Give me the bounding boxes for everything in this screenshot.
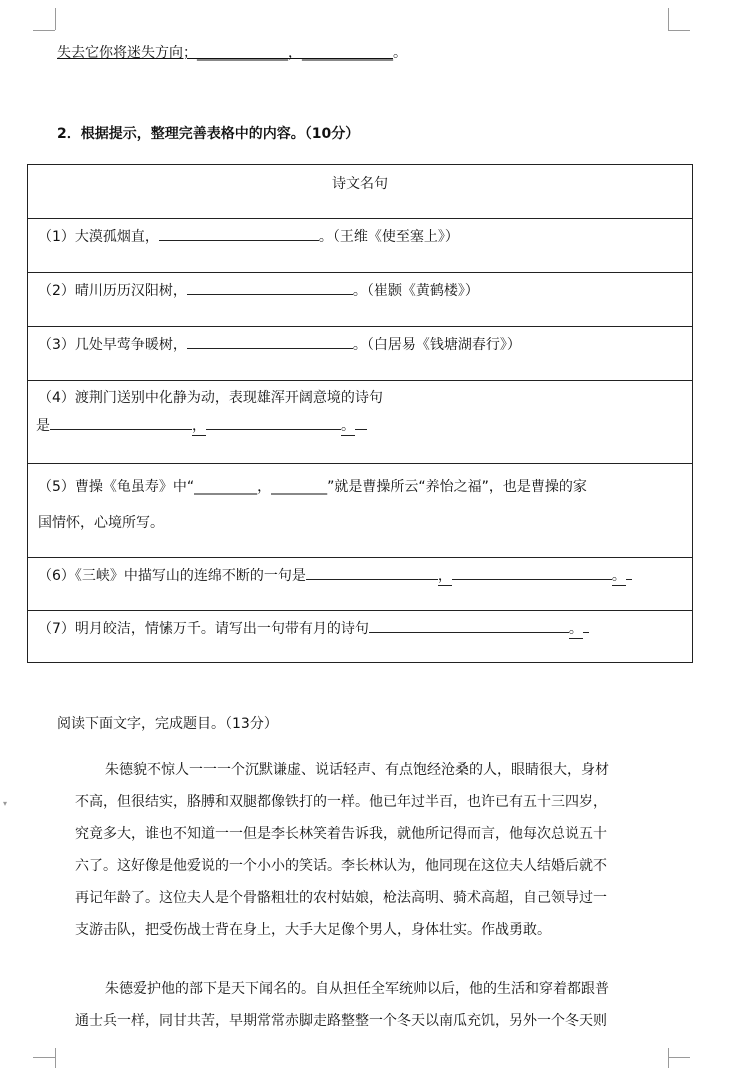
table-header: 诗文名句	[332, 176, 388, 192]
reading-paragraph-2	[75, 973, 667, 1037]
answer-blank-2[interactable]: _____________	[302, 45, 393, 61]
row-5-prompt-cont: ”就是曹操所云“养怡之福”，也是曹操的家	[327, 479, 587, 495]
paragraph-line: 朱德貌不惊人一一一个沉默谦虚、说话轻声、有点饱经沧桑的人，眼睛很大，身材	[105, 762, 609, 778]
table-row	[28, 272, 692, 326]
row-6-answer-blank-2[interactable]	[452, 565, 612, 580]
row-4-answer-blank-1[interactable]	[50, 415, 192, 430]
row-4-answer-blank-2[interactable]	[206, 415, 341, 430]
table-header-row	[28, 165, 692, 218]
table-row	[28, 610, 692, 662]
row-2-prompt: （2）晴川历历汉阳树，	[38, 283, 187, 299]
row-5-separator: ，	[257, 479, 272, 495]
table-row	[28, 218, 692, 272]
row-5-prompt: （5）曹操《龟虽寿》中“	[38, 479, 195, 495]
corner-mark-top-left	[55, 8, 56, 30]
line-text: 失去它你将迷失方向；	[57, 45, 197, 61]
row-5-prompt-line2: 国情怀，心境所写。	[38, 515, 164, 531]
row-4-separator: ，	[192, 415, 206, 436]
table-row	[28, 463, 692, 557]
corner-mark-bottom-right	[668, 1048, 669, 1068]
row-4-prompt-cont: 是	[36, 418, 50, 434]
row-6-end: 。	[612, 565, 626, 586]
row-2-answer-blank[interactable]	[187, 280, 353, 295]
row-6-answer-blank-1[interactable]	[306, 565, 438, 580]
reading-paragraph-1	[75, 754, 667, 946]
row-1-prompt: （1）大漠孤烟直，	[38, 229, 159, 245]
row-6-separator: ，	[438, 565, 452, 586]
row-1-answer-blank[interactable]	[159, 226, 319, 241]
corner-mark-top-left	[33, 30, 55, 31]
row-7-end: 。	[569, 618, 583, 639]
margin-marker-icon: ▾	[3, 799, 8, 808]
line-end: 。	[393, 45, 407, 61]
table-row	[28, 326, 692, 380]
paragraph-line: 通士兵一样，同甘共苦，早期常常赤脚走路整整一个冬天以南瓜充饥，另外一个冬天则	[75, 1013, 607, 1029]
row-7-prompt: （7）明月皎洁，情愫万千。请写出一句带有月的诗句	[38, 621, 369, 637]
row-5-answer-blank-1[interactable]: _________	[194, 479, 258, 495]
corner-mark-top-right	[668, 30, 690, 31]
line-separator: ，	[288, 45, 302, 61]
row-6-trailing-line	[626, 565, 632, 580]
paragraph-line: 支游击队，把受伤战士背在身上，大手大足像个男人，身体壮实。作战勇敢。	[75, 922, 551, 938]
corner-mark-bottom-left	[55, 1048, 56, 1068]
paragraph-line: 朱德爱护他的部下是天下闻名的。自从担任全军统帅以后，他的生活和穿着都跟普	[105, 981, 609, 997]
row-6-prompt: （6）《三峡》中描写山的连绵不断的一句是	[38, 568, 306, 584]
reading-heading: 阅读下面文字，完成题目。（13分）	[57, 716, 278, 732]
continuation-line	[57, 42, 407, 62]
row-5-answer-blank-2[interactable]: ________	[271, 479, 328, 495]
corner-mark-bottom-left	[33, 1057, 55, 1058]
question-2-heading: 2．根据提示，整理完善表格中的内容。（10分）	[57, 126, 360, 142]
row-3-answer-blank[interactable]	[187, 334, 353, 349]
row-4-trailing-line	[355, 415, 367, 430]
paragraph-line: 六了。这好像是他爱说的一个小小的笑话。李长林认为，他同现在这位夫人结婚后就不	[75, 858, 607, 874]
paragraph-line: 不高，但很结实，胳膊和双腿都像铁打的一样。他已年过半百，也许已有五十三四岁，	[75, 794, 607, 810]
answer-blank-1[interactable]: _____________	[197, 45, 288, 61]
row-3-source: 。（白居易《钱塘湖春行》）	[352, 337, 521, 353]
row-3-prompt: （3）几处早莺争暖树，	[38, 337, 187, 353]
paragraph-line: 究竟多大，谁也不知道一一但是李长林笑着告诉我，就他所记得而言，他每次总说五十	[75, 826, 607, 842]
table-row	[28, 557, 692, 610]
row-7-trailing-line	[583, 618, 589, 633]
paragraph-line: 再记年龄了。这位夫人是个骨骼粗壮的农村姑娘，枪法高明、骑术高超，自己领导过一	[75, 890, 607, 906]
row-7-answer-blank[interactable]	[369, 618, 569, 633]
row-2-source: 。（崔颢《黄鹤楼》）	[352, 283, 479, 299]
row-4-prompt: （4）渡荆门送别中化静为动，表现雄浑开阔意境的诗句	[38, 390, 383, 406]
corner-mark-top-right	[668, 8, 669, 30]
row-1-source: 。（王维《使至塞上》）	[318, 229, 459, 245]
poetry-table	[27, 164, 693, 663]
corner-mark-bottom-right	[668, 1057, 690, 1058]
row-4-end: 。	[341, 415, 355, 436]
table-row	[28, 380, 692, 463]
